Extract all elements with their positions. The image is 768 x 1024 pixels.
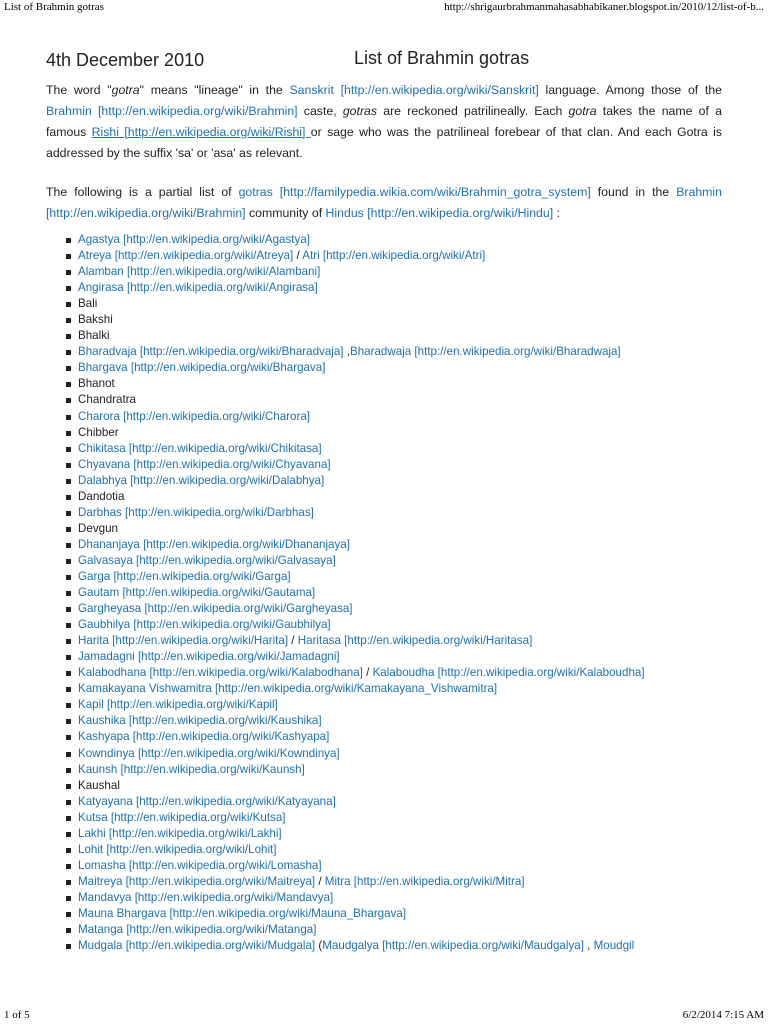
- list-item: [66, 248, 722, 264]
- list-item: [66, 328, 722, 344]
- list-item: [66, 553, 722, 569]
- gotra-link[interactable]: Maudgalya [http://en.wikipedia.org/wiki/Maudgalya]: [322, 939, 584, 953]
- bullet-icon: [66, 896, 71, 901]
- bullet-icon: [66, 719, 71, 724]
- bullet-icon: [66, 527, 71, 532]
- gotra-link[interactable]: Bhargava [http://en.wikipedia.org/wiki/Bhargava]: [78, 361, 326, 375]
- gotra-list: [46, 232, 722, 954]
- gotra-text: Bakshi: [78, 313, 113, 327]
- gotra-link[interactable]: Gaubhilya [http://en.wikipedia.org/wiki/Gaubhilya]: [78, 618, 331, 632]
- list-item: [66, 312, 722, 328]
- print-footer: [0, 1008, 768, 1024]
- list-item: [66, 906, 722, 922]
- gotra-link[interactable]: Angirasa [http://en.wikipedia.org/wiki/Angirasa]: [78, 281, 318, 295]
- bullet-icon: [66, 912, 71, 917]
- gotra-text: Bhalki: [78, 329, 110, 343]
- bullet-icon: [66, 671, 71, 676]
- gotra-link[interactable]: Jamadagni [http://en.wikipedia.org/wiki/Jamadagni]: [78, 650, 340, 664]
- paragraph-gap: [46, 164, 722, 182]
- list-item: [66, 264, 722, 280]
- gotra-link[interactable]: Garga [http://en.wikipedia.org/wiki/Garga]: [78, 569, 291, 583]
- bullet-icon: [66, 784, 71, 789]
- gotra-text: ,: [343, 345, 350, 359]
- gotra-link[interactable]: Bharadwaja [http://en.wikipedia.org/wiki/Bharadwaja]: [349, 345, 621, 359]
- print-header-title: List of Brahmin gotras: [4, 1, 104, 13]
- gotra-link[interactable]: Kaushika [http://en.wikipedia.org/wiki/Kaushika]: [78, 714, 322, 728]
- print-header: [0, 0, 768, 16]
- gotra-link[interactable]: Atri [http://en.wikipedia.org/wiki/Atri]: [302, 249, 486, 263]
- bullet-icon: [66, 254, 71, 259]
- list-item: [66, 425, 722, 441]
- list-item: [66, 392, 722, 408]
- text-run: are reckoned patrilineally. Each: [377, 104, 569, 118]
- list-item: [66, 842, 722, 858]
- bullet-icon: [66, 848, 71, 853]
- rishi-link[interactable]: Rishi [http://en.wikipedia.org/wiki/Rishi]: [91, 125, 311, 139]
- list-item: [66, 457, 722, 473]
- list-item: [66, 569, 722, 585]
- list-item: [66, 794, 722, 810]
- gotra-text: Chibber: [78, 425, 119, 439]
- gotra-link[interactable]: Kutsa [http://en.wikipedia.org/wiki/Kutsa]: [78, 810, 286, 824]
- sanskrit-link[interactable]: Sanskrit [http://en.wikipedia.org/wiki/Sanskrit]: [289, 83, 539, 97]
- gotra-link[interactable]: Mudgala [http://en.wikipedia.org/wiki/Mudgala]: [78, 939, 316, 953]
- brahmin-link[interactable]: Brahmin [http://en.wikipedia.org/wiki/Brahmin]: [46, 104, 298, 118]
- gotra-link[interactable]: Mandavya [http://en.wikipedia.org/wiki/Mandavya]: [78, 890, 334, 904]
- list-item: [66, 938, 722, 954]
- text-run: found in the: [590, 185, 677, 199]
- bullet-icon: [66, 415, 71, 420]
- gotra-link[interactable]: Harita [http://en.wikipedia.org/wiki/Harita]: [78, 634, 289, 648]
- gotra-link[interactable]: Gautam [http://en.wikipedia.org/wiki/Gautama]: [78, 586, 316, 600]
- gotra-text: (: [315, 939, 323, 953]
- list-item: [66, 858, 722, 874]
- bullet-icon: [66, 703, 71, 708]
- list-item: [66, 729, 722, 745]
- gotra-link[interactable]: Charora [http://en.wikipedia.org/wiki/Charora]: [78, 409, 310, 423]
- bullet-icon: [66, 816, 71, 821]
- list-item: [66, 489, 722, 505]
- brahmin-link-2[interactable]: Brahmin [http://en.wikipedia.org/wiki/Brahmin]: [46, 185, 722, 220]
- bullet-icon: [66, 366, 71, 371]
- list-item: [66, 746, 722, 762]
- list-item: [66, 296, 722, 312]
- bullet-icon: [66, 382, 71, 387]
- bullet-icon: [66, 607, 71, 612]
- bullet-icon: [66, 463, 71, 468]
- bullet-icon: [66, 511, 71, 516]
- gotra-text: Chandratra: [78, 393, 137, 407]
- gotra-link[interactable]: Lohit [http://en.wikipedia.org/wiki/Lohit]: [78, 842, 277, 856]
- gotras-link[interactable]: gotras [http://familypedia.wikia.com/wiki/Brahmin_gotra_system]: [238, 185, 591, 199]
- gotra-link[interactable]: Kapil [http://en.wikipedia.org/wiki/Kapil]: [78, 698, 278, 712]
- intro-paragraph: [46, 80, 722, 164]
- text-run: takes the name of a famous: [46, 104, 722, 139]
- gotra-text: Bali: [78, 297, 98, 311]
- post-title: List of Brahmin gotras: [354, 48, 530, 68]
- bullet-icon: [66, 928, 71, 933]
- gotra-link[interactable]: Dhananjaya [http://en.wikipedia.org/wiki/Dhananjaya]: [78, 537, 350, 551]
- text-run: The following is a partial list of: [46, 185, 239, 199]
- gotra-link[interactable]: Kalabodhana [http://en.wikipedia.org/wiki/Kalabodhana]: [78, 666, 363, 680]
- list-item: [66, 810, 722, 826]
- text-run: :: [553, 206, 560, 220]
- list-item: [66, 409, 722, 425]
- bullet-icon: [66, 270, 71, 275]
- list-item: [66, 585, 722, 601]
- list-item: [66, 665, 722, 681]
- page-number: 1 of 5: [4, 1009, 30, 1021]
- bullet-icon: [66, 318, 71, 323]
- gotra-link[interactable]: Chyavana [http://en.wikipedia.org/wiki/Chyavana]: [78, 457, 331, 471]
- list-item: [66, 826, 722, 842]
- list-item: [66, 681, 722, 697]
- gotra-text: /: [362, 666, 373, 680]
- gotra-text: /: [315, 874, 325, 888]
- list-item: [66, 874, 722, 890]
- gotra-link[interactable]: Dalabhya [http://en.wikipedia.org/wiki/Dalabhya]: [78, 473, 325, 487]
- gotra-text: /: [288, 634, 298, 648]
- bullet-icon: [66, 398, 71, 403]
- gotra-link[interactable]: Chikitasa [http://en.wikipedia.org/wiki/Chikitasa]: [78, 441, 322, 455]
- italic-term: gotra: [568, 104, 597, 118]
- bullet-icon: [66, 559, 71, 564]
- bullet-icon: [66, 495, 71, 500]
- bullet-icon: [66, 880, 71, 885]
- gotra-text: Bhanot: [78, 377, 115, 391]
- gotra-link[interactable]: Matanga [http://en.wikipedia.org/wiki/Matanga]: [78, 923, 317, 937]
- bullet-icon: [66, 591, 71, 596]
- bullet-icon: [66, 623, 71, 628]
- text-run: caste,: [297, 104, 343, 118]
- gotra-link[interactable]: Lakhi [http://en.wikipedia.org/wiki/Lakhi]: [78, 826, 282, 840]
- bullet-icon: [66, 832, 71, 837]
- list-item: [66, 778, 722, 794]
- list-item: [66, 697, 722, 713]
- list-item: [66, 713, 722, 729]
- gotra-link[interactable]: Atreya [http://en.wikipedia.org/wiki/Atreya]: [78, 249, 294, 263]
- post-header: [46, 44, 722, 80]
- gotra-link[interactable]: Alamban [http://en.wikipedia.org/wiki/Alambani]: [78, 265, 321, 279]
- bullet-icon: [66, 735, 71, 740]
- bullet-icon: [66, 768, 71, 773]
- list-item: [66, 762, 722, 778]
- gotra-link[interactable]: Bharadvaja [http://en.wikipedia.org/wiki/Bharadvaja]: [78, 345, 344, 359]
- gotra-link[interactable]: Maitreya [http://en.wikipedia.org/wiki/Maitreya]: [78, 874, 316, 888]
- list-item: [66, 601, 722, 617]
- list-item: [66, 649, 722, 665]
- gotra-link[interactable]: Katyayana [http://en.wikipedia.org/wiki/Katyayana]: [78, 794, 336, 808]
- gotra-link[interactable]: Galvasaya [http://en.wikipedia.org/wiki/Galvasaya]: [78, 553, 336, 567]
- bullet-icon: [66, 334, 71, 339]
- list-item: [66, 280, 722, 296]
- list-item: [66, 617, 722, 633]
- list-intro-paragraph: [46, 182, 722, 224]
- bullet-icon: [66, 639, 71, 644]
- list-item: [66, 922, 722, 938]
- text-run: language. Among those of the: [538, 83, 722, 97]
- list-item: [66, 441, 722, 457]
- list-item: [66, 344, 722, 360]
- bullet-icon: [66, 302, 71, 307]
- gotra-link[interactable]: Agastya [http://en.wikipedia.org/wiki/Agastya]: [78, 233, 310, 246]
- list-item: [66, 473, 722, 489]
- print-header-url: http://shrigaurbrahmanmahasabhabikaner.blogspot.in/2010/12/list-of-b...: [444, 1, 764, 13]
- gotra-link[interactable]: Kalaboudha [http://en.wikipedia.org/wiki/Kalaboudha]: [372, 666, 645, 680]
- print-timestamp: 6/2/2014 7:15 AM: [682, 1009, 764, 1021]
- gotra-link[interactable]: Gargheyasa [http://en.wikipedia.org/wiki/Gargheyasa]: [78, 602, 353, 616]
- gotra-link[interactable]: Kamakayana Vishwamitra [http://en.wikipedia.org/wiki/Kamakayana_Vishwamitra]: [78, 682, 498, 696]
- list-item: [66, 537, 722, 553]
- text-run: community of: [245, 206, 326, 220]
- bullet-icon: [66, 350, 71, 355]
- gotra-link[interactable]: Kaunsh [http://en.wikipedia.org/wiki/Kaunsh]: [78, 762, 305, 776]
- list-item: [66, 376, 722, 392]
- gotra-link[interactable]: Kowndinya [http://en.wikipedia.org/wiki/Kowndinya]: [78, 746, 340, 760]
- bullet-icon: [66, 238, 71, 243]
- list-item: [66, 360, 722, 376]
- gotra-link[interactable]: Lomasha [http://en.wikipedia.org/wiki/Lomasha]: [78, 858, 322, 872]
- list-item: [66, 521, 722, 537]
- bullet-icon: [66, 479, 71, 484]
- gotra-text: ,: [583, 939, 594, 953]
- gotra-text: Kaushal: [78, 778, 120, 792]
- bullet-icon: [66, 944, 71, 949]
- gotra-text: Devgun: [78, 521, 118, 535]
- bullet-icon: [66, 431, 71, 436]
- bullet-icon: [66, 752, 71, 757]
- gotra-text: /: [293, 249, 303, 263]
- gotra-link[interactable]: Mitra [http://en.wikipedia.org/wiki/Mitra]: [324, 874, 525, 888]
- bullet-icon: [66, 286, 71, 291]
- post-date: 4th December 2010: [46, 50, 205, 70]
- list-item: [66, 232, 722, 248]
- bullet-icon: [66, 687, 71, 692]
- gotra-link[interactable]: Mauna Bhargava [http://en.wikipedia.org/wiki/Mauna_Bhargava]: [78, 906, 407, 920]
- bullet-icon: [66, 864, 71, 869]
- hindus-link[interactable]: Hindus [http://en.wikipedia.org/wiki/Hindu]: [325, 206, 554, 220]
- text-run: or sage who was the patrilineal forebear of that clan. And each Gotra is addressed by the suffix 'sa' or 'asa' as relevant.: [46, 125, 722, 160]
- bullet-icon: [66, 543, 71, 548]
- blog-post: [46, 44, 722, 954]
- bullet-icon: [66, 800, 71, 805]
- bullet-icon: [66, 575, 71, 580]
- gotra-link[interactable]: Moudgil: [593, 939, 635, 953]
- text-run: " means "lineage" in the: [139, 83, 290, 97]
- gotra-link[interactable]: Haritasa [http://en.wikipedia.org/wiki/Haritasa]: [297, 634, 533, 648]
- gotra-text: Dandotia: [78, 489, 125, 503]
- bullet-icon: [66, 655, 71, 660]
- text-run: The word ": [46, 83, 112, 97]
- list-item: [66, 505, 722, 521]
- italic-term: gotra: [111, 83, 140, 97]
- list-item: [66, 633, 722, 649]
- gotra-link[interactable]: Kashyapa [http://en.wikipedia.org/wiki/Kashyapa]: [78, 730, 330, 744]
- gotra-link[interactable]: Darbhas [http://en.wikipedia.org/wiki/Darbhas]: [78, 505, 314, 519]
- italic-term: gotras: [342, 104, 378, 118]
- list-item: [66, 890, 722, 906]
- bullet-icon: [66, 447, 71, 452]
